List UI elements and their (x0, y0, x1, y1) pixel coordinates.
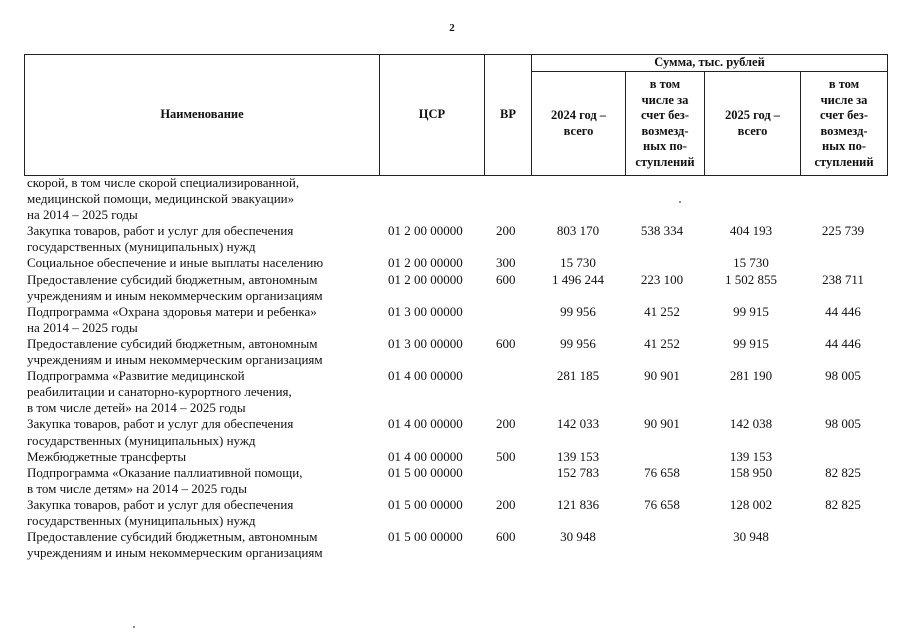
table-row (0, 272, 905, 304)
row-name: Подпрограмма «Развитие медицинской реабилитации и санаторно-курортного лечения, в том числе детей» на 2014 – 2025 годы (27, 368, 292, 416)
row-2024-free: 90 901 (644, 416, 680, 432)
row-csr-code: 01 2 00 00000 (388, 255, 463, 271)
row-2024-free: 41 252 (644, 335, 680, 351)
row-2025-total: 142 038 (729, 416, 773, 432)
row-2025-total: 30 948 (733, 529, 769, 545)
table-body (0, 175, 905, 561)
row-name: Подпрограмма «Оказание паллиативной помощи, в том числе детям» на 2014 – 2025 годы (27, 464, 303, 496)
row-name: Закупка товаров, работ и услуг для обеспечения государственных (муниципальных) нужд (27, 223, 294, 255)
row-2025-free: 98 005 (825, 416, 861, 432)
row-2025-total: 139 153 (729, 448, 773, 464)
row-name: Закупка товаров, работ и услуг для обеспечения государственных (муниципальных) нужд (27, 416, 294, 448)
row-csr-code: 01 4 00 00000 (388, 448, 463, 464)
table-row (0, 368, 905, 416)
row-2025-free: 98 005 (825, 368, 861, 384)
header-name: Наименование (25, 55, 380, 176)
table-row (0, 465, 905, 497)
row-csr-code: 01 2 00 00000 (388, 271, 463, 287)
row-vr-code: 600 (496, 271, 516, 287)
table-row (0, 336, 905, 368)
table-row (0, 449, 905, 465)
row-name: Подпрограмма «Охрана здоровья матери и ребенка» на 2014 – 2025 годы (27, 303, 317, 335)
row-vr-code: 300 (496, 255, 516, 271)
header-2025-free: в том числе за счет без- возмезд- ных по- ступлений (801, 72, 888, 176)
row-2025-free: 82 825 (825, 464, 861, 480)
row-csr-code: 01 5 00 00000 (388, 464, 463, 480)
row-2025-total: 128 002 (729, 496, 773, 512)
table-row (0, 175, 905, 223)
row-vr-code: 500 (496, 448, 516, 464)
scan-speck (133, 626, 135, 628)
row-vr-code: 200 (496, 496, 516, 512)
header-2024-total: 2024 год – всего (532, 72, 626, 176)
row-2024-total: 803 170 (556, 223, 600, 239)
row-name: Межбюджетные трансферты (27, 448, 187, 464)
row-2024-free: 76 658 (644, 496, 680, 512)
row-2024-total: 99 956 (560, 335, 596, 351)
table-row (0, 529, 905, 561)
row-2024-total: 1 496 244 (552, 271, 604, 287)
row-2025-free: 225 739 (821, 223, 865, 239)
table-row (0, 255, 905, 271)
row-vr-code: 200 (496, 223, 516, 239)
row-name: Предоставление субсидий бюджетным, автономным учреждениям и иным некоммерческим организациям (27, 271, 323, 303)
row-2024-total: 30 948 (560, 529, 596, 545)
page-number: 2 (449, 22, 455, 34)
row-vr-code: 600 (496, 335, 516, 351)
row-2025-free: 44 446 (825, 335, 861, 351)
row-vr-code: 600 (496, 529, 516, 545)
row-2025-total: 1 502 855 (725, 271, 777, 287)
row-2024-total: 281 185 (556, 368, 600, 384)
row-name: Закупка товаров, работ и услуг для обеспечения государственных (муниципальных) нужд (27, 496, 294, 528)
row-2024-total: 121 836 (556, 496, 600, 512)
row-2025-total: 281 190 (729, 368, 773, 384)
table-row (0, 304, 905, 336)
table-row (0, 497, 905, 529)
table-row (0, 223, 905, 255)
row-2024-total: 99 956 (560, 303, 596, 319)
row-2024-free: 538 334 (640, 223, 684, 239)
row-2025-total: 158 950 (729, 464, 773, 480)
header-sum-group: Сумма, тыс. рублей (532, 55, 888, 72)
header-vr: ВР (485, 55, 532, 176)
row-csr-code: 01 3 00 00000 (388, 335, 463, 351)
header-2024-free: в том числе за счет без- возмезд- ных по- ступлений (626, 72, 705, 176)
row-2025-free: 238 711 (822, 271, 864, 287)
row-name: Предоставление субсидий бюджетным, автономным учреждениям и иным некоммерческим организациям (27, 529, 323, 561)
row-2025-total: 99 915 (733, 303, 769, 319)
row-2024-free: 223 100 (640, 271, 684, 287)
header-csr: ЦСР (380, 55, 485, 176)
row-2025-total: 404 193 (729, 223, 773, 239)
row-2025-total: 99 915 (733, 335, 769, 351)
table-row (0, 416, 905, 448)
table-header (24, 54, 888, 176)
row-2025-free: 44 446 (825, 303, 861, 319)
row-csr-code: 01 4 00 00000 (388, 416, 463, 432)
row-2024-total: 142 033 (556, 416, 600, 432)
row-csr-code: 01 2 00 00000 (388, 223, 463, 239)
row-2024-free: 90 901 (644, 368, 680, 384)
row-csr-code: 01 4 00 00000 (388, 368, 463, 384)
row-2024-total: 139 153 (556, 448, 600, 464)
row-csr-code: 01 5 00 00000 (388, 529, 463, 545)
row-name: Предоставление субсидий бюджетным, автономным учреждениям и иным некоммерческим организациям (27, 335, 323, 368)
row-2025-total: 15 730 (733, 255, 769, 271)
row-csr-code: 01 5 00 00000 (388, 496, 463, 512)
row-2024-total: 152 783 (556, 464, 600, 480)
row-2024-total: 15 730 (560, 255, 596, 271)
row-2024-free: 41 252 (644, 303, 680, 319)
row-csr-code: 01 3 00 00000 (388, 303, 463, 319)
header-2025-total: 2025 год – всего (705, 72, 801, 176)
row-vr-code: 200 (496, 416, 516, 432)
row-name: Социальное обеспечение и иные выплаты населению (27, 255, 324, 271)
scan-speck (679, 201, 681, 203)
row-2024-free: 76 658 (644, 464, 680, 480)
row-name: скорой, в том числе скорой специализированной, медицинской помощи, медицинской эвакуации» на 2014 – 2025 годы (27, 175, 300, 223)
row-2025-free: 82 825 (825, 496, 861, 512)
